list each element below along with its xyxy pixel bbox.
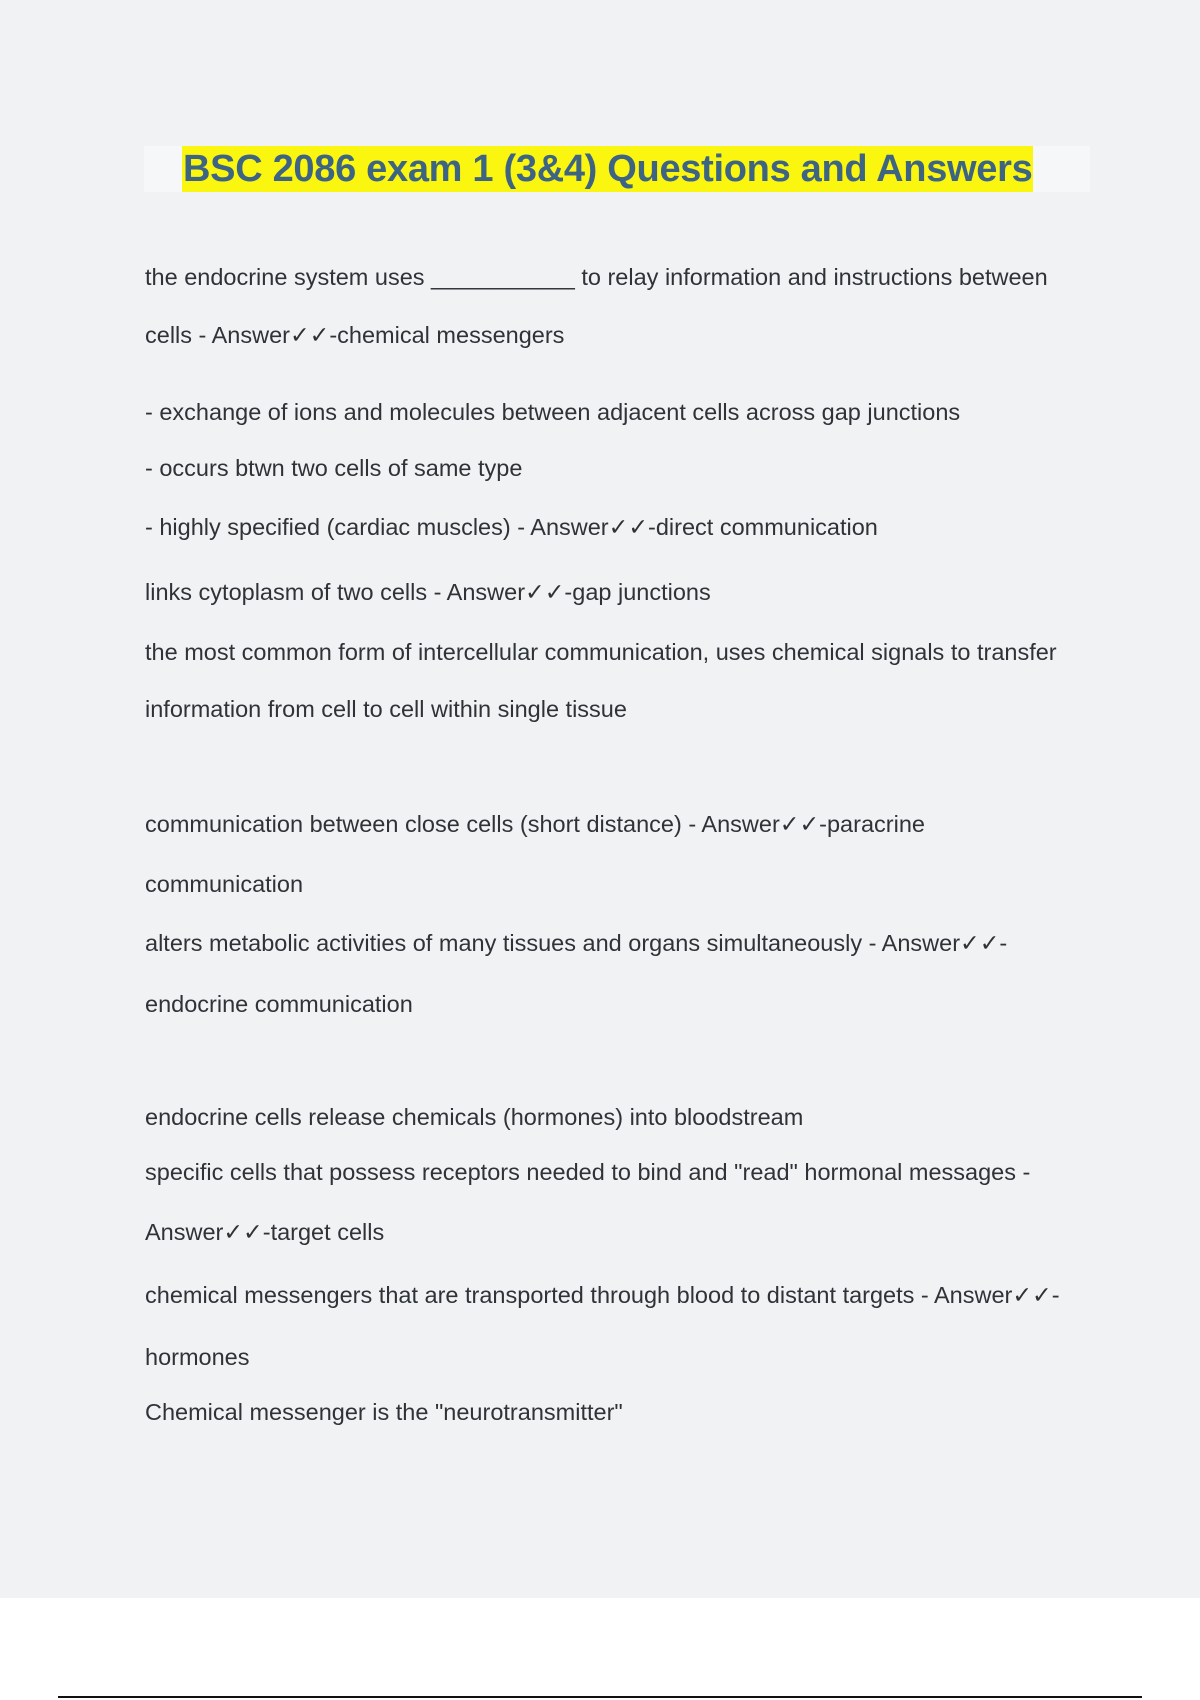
text-line: the most common form of intercellular communication, uses chemical signals to transfer — [145, 639, 1057, 665]
text-line: cells - Answer✓✓-chemical messengers — [145, 322, 565, 348]
text-line: chemical messengers that are transported through blood to distant targets - Answer✓✓- — [145, 1282, 1060, 1308]
text-line: information from cell to cell within single tissue — [145, 696, 627, 722]
text-line: endocrine communication — [145, 991, 413, 1017]
text-line: endocrine cells release chemicals (hormones) into bloodstream — [145, 1104, 804, 1130]
text-line: specific cells that possess receptors needed to bind and "read" hormonal messages - — [145, 1159, 1031, 1185]
text-line: communication between close cells (short distance) - Answer✓✓-paracrine — [145, 811, 925, 837]
text-line: hormones — [145, 1344, 250, 1370]
text-line: alters metabolic activities of many tissues and organs simultaneously - Answer✓✓- — [145, 930, 1008, 956]
text-line: the endocrine system uses ___________ to relay information and instructions between — [145, 264, 1048, 290]
text-line: - highly specified (cardiac muscles) - Answer✓✓-direct communication — [145, 514, 878, 540]
text-line: Chemical messenger is the "neurotransmitter" — [145, 1399, 623, 1425]
page-title: BSC 2086 exam 1 (3&4) Questions and Answers — [183, 148, 1033, 190]
text-line: - occurs btwn two cells of same type — [145, 455, 523, 481]
text-line: - exchange of ions and molecules between adjacent cells across gap junctions — [145, 399, 961, 425]
footer-divider — [58, 1696, 1142, 1698]
text-line: communication — [145, 871, 304, 897]
text-line: links cytoplasm of two cells - Answer✓✓-gap junctions — [145, 579, 711, 605]
text-line: Answer✓✓-target cells — [145, 1219, 385, 1245]
